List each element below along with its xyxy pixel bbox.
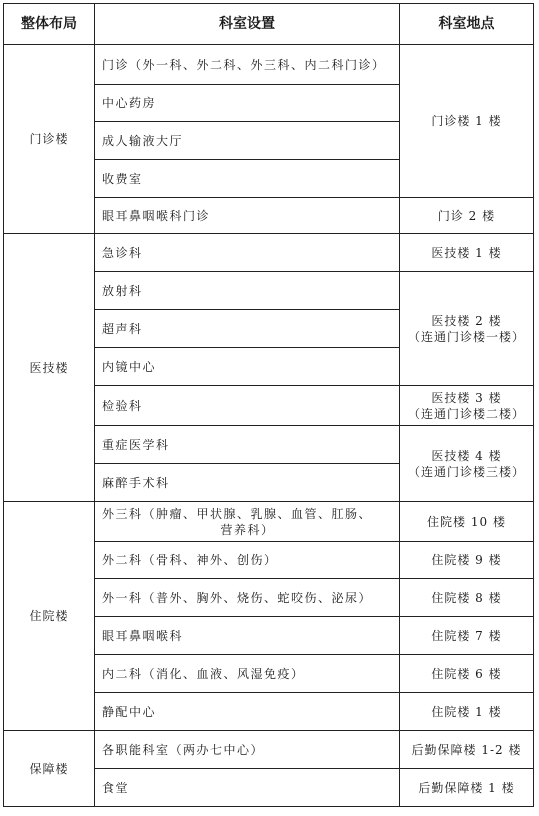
dept-line2: 营养科） — [220, 522, 275, 537]
area-outpatient: 门诊楼 — [4, 45, 95, 234]
location-line1: 医技楼 4 楼 — [431, 448, 502, 463]
dept-cell: 内镜中心 — [95, 348, 400, 386]
area-medtech: 医技楼 — [4, 234, 95, 502]
dept-cell: 外二科（骨科、神外、创伤） — [95, 542, 400, 579]
area-inpatient: 住院楼 — [4, 502, 95, 731]
dept-cell: 内二科（消化、血液、风湿免疫） — [95, 655, 400, 693]
dept-cell: 中心药房 — [95, 85, 400, 122]
location-cell: 后勤保障楼 1 楼 — [400, 769, 534, 807]
location-line2: （连通门诊楼一楼） — [407, 329, 525, 344]
dept-cell: 外一科（普外、胸外、烧伤、蛇咬伤、泌尿） — [95, 579, 400, 617]
dept-cell: 重症医学科 — [95, 426, 400, 464]
location-cell: 住院楼 6 楼 — [400, 655, 534, 693]
location-cell — [400, 386, 534, 426]
location-cell: 住院楼 7 楼 — [400, 617, 534, 655]
header-dept: 科室设置 — [95, 4, 400, 45]
location-cell: 住院楼 8 楼 — [400, 579, 534, 617]
dept-cell: 检验科 — [95, 386, 400, 426]
location-cell — [400, 426, 534, 502]
dept-cell — [95, 502, 400, 542]
location-cell: 医技楼 1 楼 — [400, 234, 534, 272]
dept-cell: 成人输液大厅 — [95, 122, 400, 160]
location-cell — [400, 272, 534, 386]
dept-cell: 眼耳鼻咽喉科门诊 — [95, 198, 400, 234]
location-line1: 医技楼 3 楼 — [431, 390, 502, 405]
dept-cell: 眼耳鼻咽喉科 — [95, 617, 400, 655]
header-area: 整体布局 — [4, 4, 95, 45]
location-line2: （连通门诊楼三楼） — [407, 464, 525, 479]
dept-line1: 外三科（肿瘤、甲状腺、乳腺、血管、肛肠、 — [102, 506, 373, 521]
dept-cell: 收费室 — [95, 160, 400, 198]
location-line1: 医技楼 2 楼 — [431, 313, 502, 328]
location-cell: 后勤保障楼 1-2 楼 — [400, 731, 534, 769]
dept-cell: 急诊科 — [95, 234, 400, 272]
department-table — [3, 3, 534, 807]
dept-cell: 麻醉手术科 — [95, 464, 400, 502]
location-cell: 住院楼 9 楼 — [400, 542, 534, 579]
dept-cell: 超声科 — [95, 310, 400, 348]
dept-cell: 门诊（外一科、外二科、外三科、内二科门诊） — [95, 45, 400, 85]
location-line2: （连通门诊楼二楼） — [407, 406, 525, 421]
area-support: 保障楼 — [4, 731, 95, 807]
dept-cell: 食堂 — [95, 769, 400, 807]
dept-cell: 静配中心 — [95, 693, 400, 731]
location-cell: 门诊 2 楼 — [400, 198, 534, 234]
location-cell: 住院楼 1 楼 — [400, 693, 534, 731]
dept-cell: 放射科 — [95, 272, 400, 310]
location-cell: 门诊楼 1 楼 — [400, 45, 534, 198]
header-location: 科室地点 — [400, 4, 534, 45]
dept-cell: 各职能科室（两办七中心） — [95, 731, 400, 769]
location-cell: 住院楼 10 楼 — [400, 502, 534, 542]
